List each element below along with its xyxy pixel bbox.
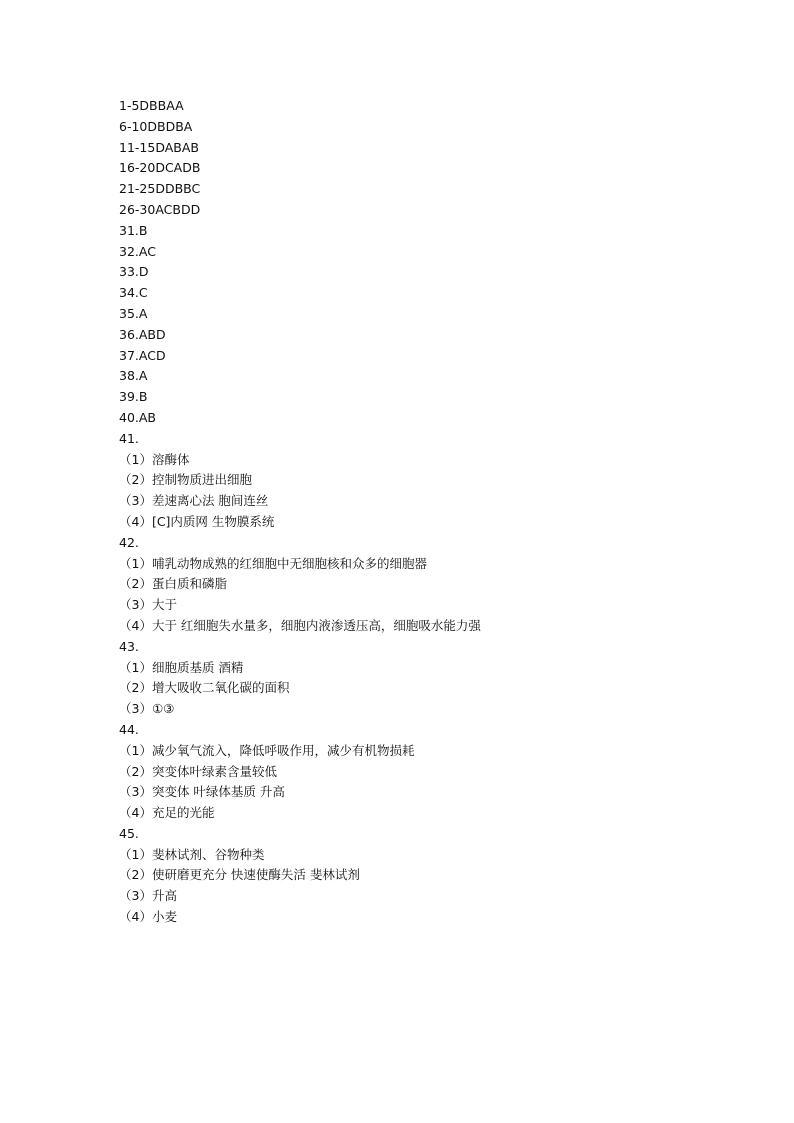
question-42-answer-2: （2）蛋白质和磷脂 [119, 576, 227, 592]
question-45-answer-3: （3）升高 [119, 888, 177, 904]
answer-line-16-20: 16-20DCADB [119, 160, 201, 176]
question-45-answer-1: （1）斐林试剂、谷物种类 [119, 846, 265, 862]
answer-line-38: 38.A [119, 368, 148, 384]
question-44-answer-1: （1）减少氧气流入，降低呼吸作用，减少有机物损耗 [119, 742, 415, 758]
answer-line-40: 40.AB [119, 409, 157, 425]
answer-line-39: 39.B [119, 389, 148, 405]
question-43-answer-2: （2）增大吸收二氧化碳的面积 [119, 680, 290, 696]
question-45-heading: 45. [119, 825, 139, 841]
answer-line-6-10: 6-10DBDBA [119, 118, 193, 134]
question-45-answer-2: （2）使研磨更充分 快速使酶失活 斐林试剂 [119, 867, 360, 883]
answer-line-21-25: 21-25DDBBC [119, 181, 201, 197]
question-41-heading: 41. [119, 430, 139, 446]
question-43-answer-1: （1）细胞质基质 酒精 [119, 659, 244, 675]
question-41-answer-3: （3）差速离心法 胞间连丝 [119, 493, 269, 509]
question-45-answer-4: （4）小麦 [119, 909, 177, 925]
question-44-answer-4: （4）充足的光能 [119, 805, 215, 821]
question-41-answer-4: （4）[C]内质网 生物膜系统 [119, 513, 275, 529]
answer-line-36: 36.ABD [119, 326, 166, 342]
question-42-answer-3: （3）大于 [119, 597, 177, 613]
answer-line-34: 34.C [119, 285, 148, 301]
answer-key [119, 96, 759, 928]
question-43-heading: 43. [119, 638, 139, 654]
answer-line-11-15: 11-15DABAB [119, 139, 199, 155]
answer-line-32: 32.AC [119, 243, 156, 259]
question-42-answer-4: （4）大于 红细胞失水量多，细胞内液渗透压高，细胞吸水能力强 [119, 617, 481, 633]
question-41-answer-2: （2）控制物质进出细胞 [119, 472, 252, 488]
answer-line-31: 31.B [119, 222, 148, 238]
question-43-answer-3: （3）①③ [119, 701, 175, 717]
answer-line-26-30: 26-30ACBDD [119, 201, 201, 217]
question-42-answer-1: （1）哺乳动物成熟的红细胞中无细胞核和众多的细胞器 [119, 555, 427, 571]
question-42-heading: 42. [119, 534, 139, 550]
answer-line-33: 33.D [119, 264, 149, 280]
answer-line-1-5: 1-5DBBAA [119, 98, 184, 113]
answer-line-37: 37.ACD [119, 347, 166, 363]
question-44-answer-2: （2）突变体叶绿素含量较低 [119, 763, 277, 779]
question-41-answer-1: （1）溶酶体 [119, 451, 190, 467]
answer-line-35: 35.A [119, 305, 148, 321]
question-44-heading: 44. [119, 721, 139, 737]
question-44-answer-3: （3）突变体 叶绿体基质 升高 [119, 784, 285, 800]
